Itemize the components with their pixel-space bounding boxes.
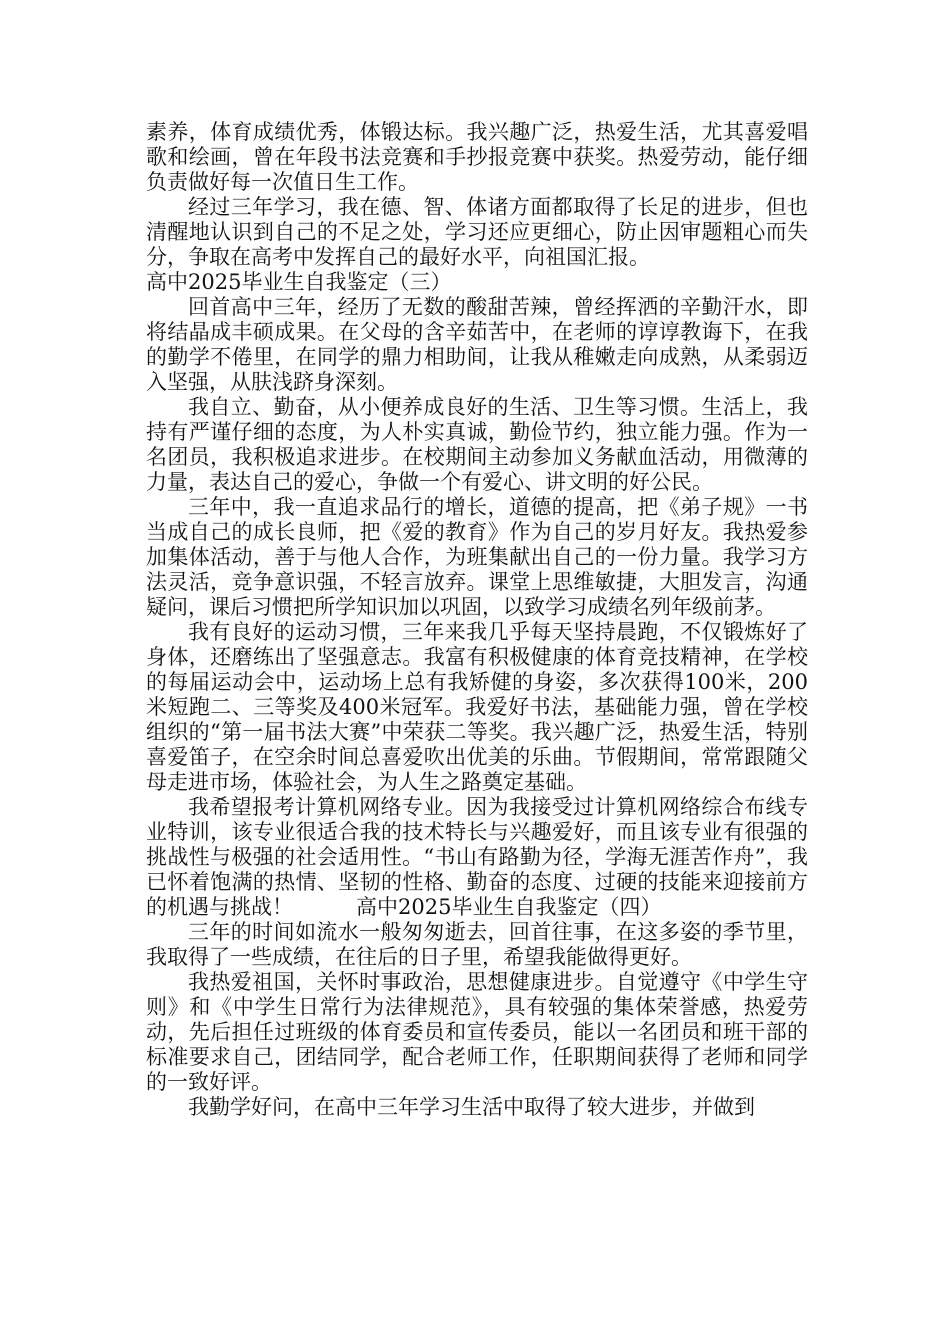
paragraph-10: 我热爱祖国，关怀时事政治，思想健康进步。自觉遵守《中学生守则》和《中学生日常行为法律规范》，具有较强的集体荣誉感，热爱劳动，先后担任过班级的体育委员和宣传委员，能以一名团员和班干部的标准要求自己，团结同学，配合老师工作，任职期间获得了老师和同学的一致好评。 [146, 970, 808, 1094]
section-heading-3: 高中2025毕业生自我鉴定（三） [146, 270, 452, 294]
paragraph-6: 三年中，我一直追求品行的增长，道德的提高，把《弟子规》一书当成自己的成长良师，把《爱的教育》作为自己的岁月好友。我热爱参加集体活动，善于与他人合作，为班集献出自己的一份力量。我学习方法灵活，竞争意识强，不轻言放弃。课堂上思维敏捷，大胆发言，沟通疑问，课后习惯把所学知识加以巩固，以致学习成绩名列年级前茅。 [146, 495, 808, 619]
paragraph-11: 我勤学好问，在高中三年学习生活中取得了较大进步，并做到 [188, 1095, 755, 1119]
paragraph-2: 经过三年学习，我在德、智、体诸方面都取得了长足的进步，但也清醒地认识到自己的不足之处，学习还应更细心，防止因审题粗心而失分，争取在高考中发挥自己的最好水平，向祖国汇报。 [146, 195, 808, 269]
paragraph-8: 我希望报考计算机网络专业。因为我接受过计算机网络综合布线专业特训，该专业很适合我的技术特长与兴趣爱好，而且该专业有很强的挑战性与极强的社会适用性。“书山有路勤为径，学海无涯苦作舟”，我已怀着饱满的热情、坚韧的性格、勤奋的态度、过硬的技能来迎接前方的机遇与挑战！ 高中2025毕业生自我鉴定（四） [146, 795, 808, 919]
paragraph-1: 素养，体育成绩优秀，体锻达标。我兴趣广泛，热爱生活，尤其喜爱唱歌和绘画，曾在年段书法竞赛和手抄报竞赛中获奖。热爱劳动，能仔细负责做好每一次值日生工作。 [146, 120, 808, 194]
paragraph-4: 回首高中三年，经历了无数的酸甜苦辣，曾经挥洒的辛勤汗水，即将结晶成丰硕成果。在父母的含辛茹苦中，在老师的谆谆教诲下，在我的勤学不倦里，在同学的鼎力相助间，让我从稚嫩走向成熟，从柔弱迈入坚强，从肤浅跻身深刻。 [146, 295, 808, 394]
paragraph-7: 我有良好的运动习惯，三年来我几乎每天坚持晨跑，不仅锻炼好了身体，还磨练出了坚强意志。我富有积极健康的体育竞技精神，在学校的每届运动会中，运动场上总有我矫健的身姿，多次获得100米，200米短跑二、三等奖及400米冠军。我爱好书法，基础能力强，曾在学校组织的“第一届书法大赛”中荣获二等奖。我兴趣广泛，热爱生活，特别喜爱笛子，在空余时间总喜爱吹出优美的乐曲。节假期间，常常跟随父母走进市场，体验社会，为人生之路奠定基础。 [146, 620, 808, 794]
document-page [146, 120, 808, 1120]
paragraph-5: 我自立、勤奋，从小便养成良好的生活、卫生等习惯。生活上，我持有严谨仔细的态度，为人朴实真诚，勤俭节约，独立能力强。作为一名团员，我积极追求进步。在校期间主动参加义务献血活动，用微薄的力量，表达自己的爱心，争做一个有爱心、讲文明的好公民。 [146, 395, 808, 494]
paragraph-9: 三年的时间如流水一般匆匆逝去，回首往事，在这多姿的季节里，我取得了一些成绩，在往后的日子里，希望我能做得更好。 [146, 920, 808, 969]
